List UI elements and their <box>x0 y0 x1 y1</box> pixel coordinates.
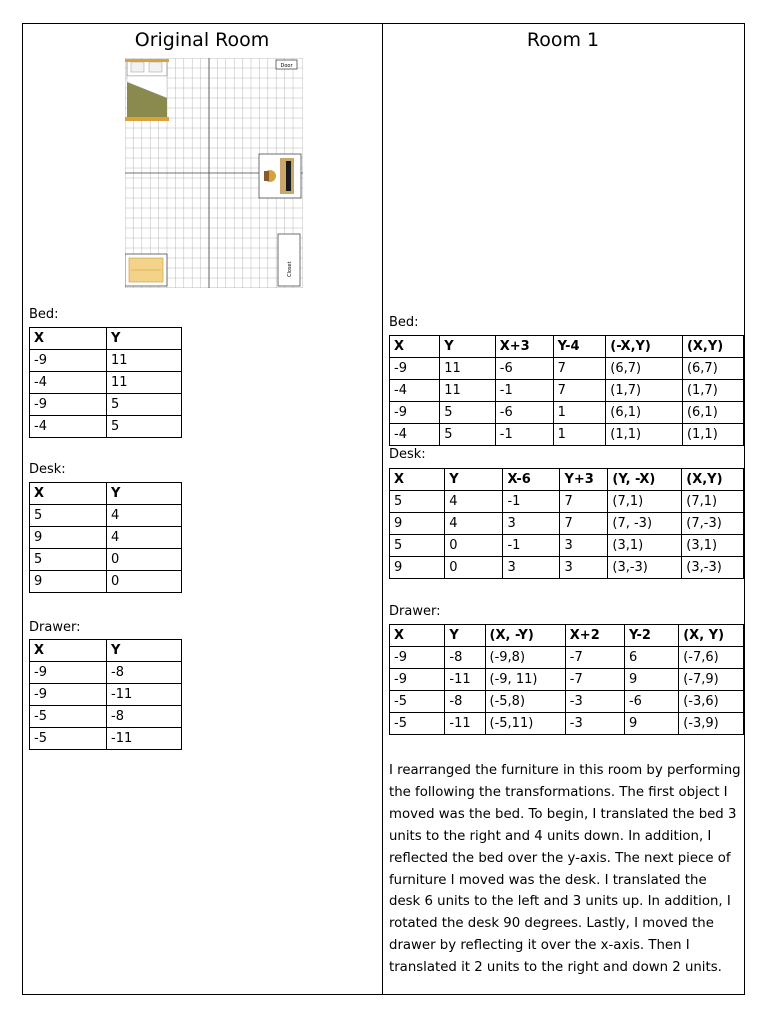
original-bed-table <box>29 327 182 438</box>
table-cell: -1 <box>495 380 553 402</box>
table-cell: (1,1) <box>606 424 683 446</box>
table-cell: -1 <box>503 535 560 557</box>
column-header: X <box>30 640 107 662</box>
original-drawer-table <box>29 639 182 750</box>
table-cell: 7 <box>560 513 608 535</box>
desk-graphic <box>259 154 301 198</box>
table-cell: 0 <box>445 557 503 579</box>
table-row <box>30 416 182 438</box>
table-row <box>30 706 182 728</box>
table-cell: (-5,11) <box>485 713 565 735</box>
column-header: X <box>30 483 107 505</box>
column-header: Y <box>445 625 485 647</box>
table-cell: (-9,8) <box>485 647 565 669</box>
table-row <box>390 713 744 735</box>
table-cell: 1 <box>553 424 606 446</box>
table-cell: (3,1) <box>608 535 682 557</box>
table-cell: 4 <box>445 491 503 513</box>
table-cell: 6 <box>624 647 678 669</box>
table-row <box>390 535 744 557</box>
table-cell: -4 <box>30 372 107 394</box>
table-cell: -4 <box>390 424 440 446</box>
table-cell: -8 <box>107 662 182 684</box>
table-cell: (3,-3) <box>608 557 682 579</box>
table-row <box>390 402 744 424</box>
table-cell: -5 <box>30 706 107 728</box>
column-header: X <box>390 336 440 358</box>
column-header: X+2 <box>565 625 624 647</box>
bed-graphic <box>125 59 169 121</box>
table-cell: 9 <box>30 571 107 593</box>
table-cell: (7,1) <box>682 491 744 513</box>
column-header: X <box>390 625 445 647</box>
table-row <box>30 571 182 593</box>
table-cell: -5 <box>30 728 107 750</box>
table-cell: 3 <box>560 557 608 579</box>
bed-label: Bed: <box>29 307 59 322</box>
table-cell: -3 <box>565 691 624 713</box>
table-cell: 5 <box>30 549 107 571</box>
table-cell: 5 <box>390 535 445 557</box>
table-cell: -11 <box>107 684 182 706</box>
table-row <box>390 669 744 691</box>
drawer-graphic <box>125 254 167 286</box>
original-desk-table <box>29 482 182 593</box>
table-cell: -9 <box>390 669 445 691</box>
table-cell: (1,7) <box>682 380 743 402</box>
table-cell: 0 <box>107 571 182 593</box>
table-cell: (-5,8) <box>485 691 565 713</box>
table-cell: 11 <box>440 380 496 402</box>
table-cell: (7,1) <box>608 491 682 513</box>
table-row <box>30 505 182 527</box>
column-header: Y <box>107 483 182 505</box>
table-cell: (1,7) <box>606 380 683 402</box>
table-cell: 9 <box>624 713 678 735</box>
desk-label: Desk: <box>29 462 66 477</box>
table-cell: (6,1) <box>682 402 743 424</box>
table-row <box>390 380 744 402</box>
table-cell: 11 <box>107 350 182 372</box>
table-cell: 4 <box>445 513 503 535</box>
column-divider <box>382 24 383 994</box>
column-header: (-X,Y) <box>606 336 683 358</box>
table-cell: -8 <box>445 647 485 669</box>
column-header: Y <box>440 336 496 358</box>
table-cell: 4 <box>107 505 182 527</box>
column-header: Y-2 <box>624 625 678 647</box>
room1-bed-table <box>389 335 744 446</box>
table-cell: (-7,6) <box>679 647 744 669</box>
table-cell: 11 <box>107 372 182 394</box>
table-cell: 9 <box>30 527 107 549</box>
table-row <box>390 647 744 669</box>
column-header: (Y, -X) <box>608 469 682 491</box>
table-cell: -7 <box>565 647 624 669</box>
table-cell: -9 <box>390 402 440 424</box>
table-cell: 5 <box>390 491 445 513</box>
table-cell: 0 <box>445 535 503 557</box>
table-cell: (6,7) <box>606 358 683 380</box>
door-label: Door <box>280 63 293 69</box>
table-row <box>30 372 182 394</box>
column-header: Y <box>107 640 182 662</box>
table-cell: 9 <box>624 669 678 691</box>
closet-graphic <box>278 234 300 286</box>
table-row <box>30 549 182 571</box>
table-cell: -9 <box>390 358 440 380</box>
table-cell: -1 <box>503 491 560 513</box>
table-cell: 5 <box>30 505 107 527</box>
table-cell: -4 <box>30 416 107 438</box>
table-cell: (6,7) <box>682 358 743 380</box>
room1-drawer-label: Drawer: <box>389 604 441 619</box>
table-cell: -4 <box>390 380 440 402</box>
table-cell: (-3,6) <box>679 691 744 713</box>
column-header: Y <box>107 328 182 350</box>
table-cell: 7 <box>553 380 606 402</box>
table-cell: 9 <box>390 557 445 579</box>
drawer-label: Drawer: <box>29 620 81 635</box>
table-cell: 9 <box>390 513 445 535</box>
table-cell: (3,-3) <box>682 557 744 579</box>
table-cell: -6 <box>624 691 678 713</box>
table-row <box>390 691 744 713</box>
table-row <box>30 684 182 706</box>
table-cell: (1,1) <box>682 424 743 446</box>
worksheet <box>22 23 745 995</box>
column-header: (X, -Y) <box>485 625 565 647</box>
column-header: X+3 <box>495 336 553 358</box>
table-cell: 11 <box>440 358 496 380</box>
table-cell: 5 <box>440 402 496 424</box>
table-cell: 7 <box>553 358 606 380</box>
table-cell: (3,1) <box>682 535 744 557</box>
table-cell: 5 <box>107 394 182 416</box>
room1-title: Room 1 <box>526 29 600 51</box>
table-cell: (7,-3) <box>682 513 744 535</box>
closet-label: Closet <box>287 261 293 277</box>
table-cell: -9 <box>30 662 107 684</box>
transformation-explanation: I rearranged the furniture in this room by performing the following the transformations. The first object I moved was the bed. To begin, I translated the bed 3 units to the right and 4 units down. In addition, I reflected the bed over the y-axis. The next piece of furniture I moved was the desk. I translated the desk 6 units to the left and 3 units up. In addition, I rotated the desk 90 degrees. Lastly, I moved the drawer by reflecting it over the x-axis. Then I translated it 2 units to the right and down 2 units. <box>389 763 741 976</box>
table-cell: -7 <box>565 669 624 691</box>
table-row <box>390 424 744 446</box>
table-cell: -9 <box>30 684 107 706</box>
table-cell: -8 <box>107 706 182 728</box>
column-header: (X, Y) <box>679 625 744 647</box>
table-row <box>390 491 744 513</box>
table-cell: 0 <box>107 549 182 571</box>
table-cell: -11 <box>445 713 485 735</box>
room1-drawer-table <box>389 624 744 735</box>
table-cell: -6 <box>495 358 553 380</box>
table-cell: (-3,9) <box>679 713 744 735</box>
door-graphic <box>276 60 297 69</box>
column-header: Y <box>445 469 503 491</box>
room1-desk-label: Desk: <box>389 447 426 462</box>
table-row <box>390 557 744 579</box>
table-cell: 3 <box>503 513 560 535</box>
table-cell: 1 <box>553 402 606 424</box>
table-cell: -3 <box>565 713 624 735</box>
column-header: Y+3 <box>560 469 608 491</box>
table-row <box>30 394 182 416</box>
table-cell: 7 <box>560 491 608 513</box>
column-header: X <box>390 469 445 491</box>
table-row <box>30 350 182 372</box>
table-cell: 4 <box>107 527 182 549</box>
table-row <box>30 662 182 684</box>
table-cell: 5 <box>440 424 496 446</box>
table-cell: -6 <box>495 402 553 424</box>
table-row <box>390 513 744 535</box>
table-cell: 3 <box>560 535 608 557</box>
table-cell: 3 <box>503 557 560 579</box>
column-header: (X,Y) <box>682 469 744 491</box>
table-cell: 5 <box>107 416 182 438</box>
original-room-title: Original Room <box>134 29 270 51</box>
table-cell: -5 <box>390 713 445 735</box>
column-header: Y-4 <box>553 336 606 358</box>
table-cell: -8 <box>445 691 485 713</box>
table-row <box>30 527 182 549</box>
table-cell: -9 <box>390 647 445 669</box>
column-header: X-6 <box>503 469 560 491</box>
table-cell: -11 <box>107 728 182 750</box>
table-cell: -9 <box>30 350 107 372</box>
table-cell: (7, -3) <box>608 513 682 535</box>
table-cell: -1 <box>495 424 553 446</box>
column-header: (X,Y) <box>682 336 743 358</box>
table-cell: -5 <box>390 691 445 713</box>
room1-bed-label: Bed: <box>389 315 419 330</box>
room-floor-plan <box>125 58 303 288</box>
column-header: X <box>30 328 107 350</box>
table-row <box>390 358 744 380</box>
table-cell: (-9, 11) <box>485 669 565 691</box>
table-row <box>30 728 182 750</box>
room1-desk-table <box>389 468 744 579</box>
table-cell: (6,1) <box>606 402 683 424</box>
table-cell: -9 <box>30 394 107 416</box>
table-cell: (-7,9) <box>679 669 744 691</box>
table-cell: -11 <box>445 669 485 691</box>
